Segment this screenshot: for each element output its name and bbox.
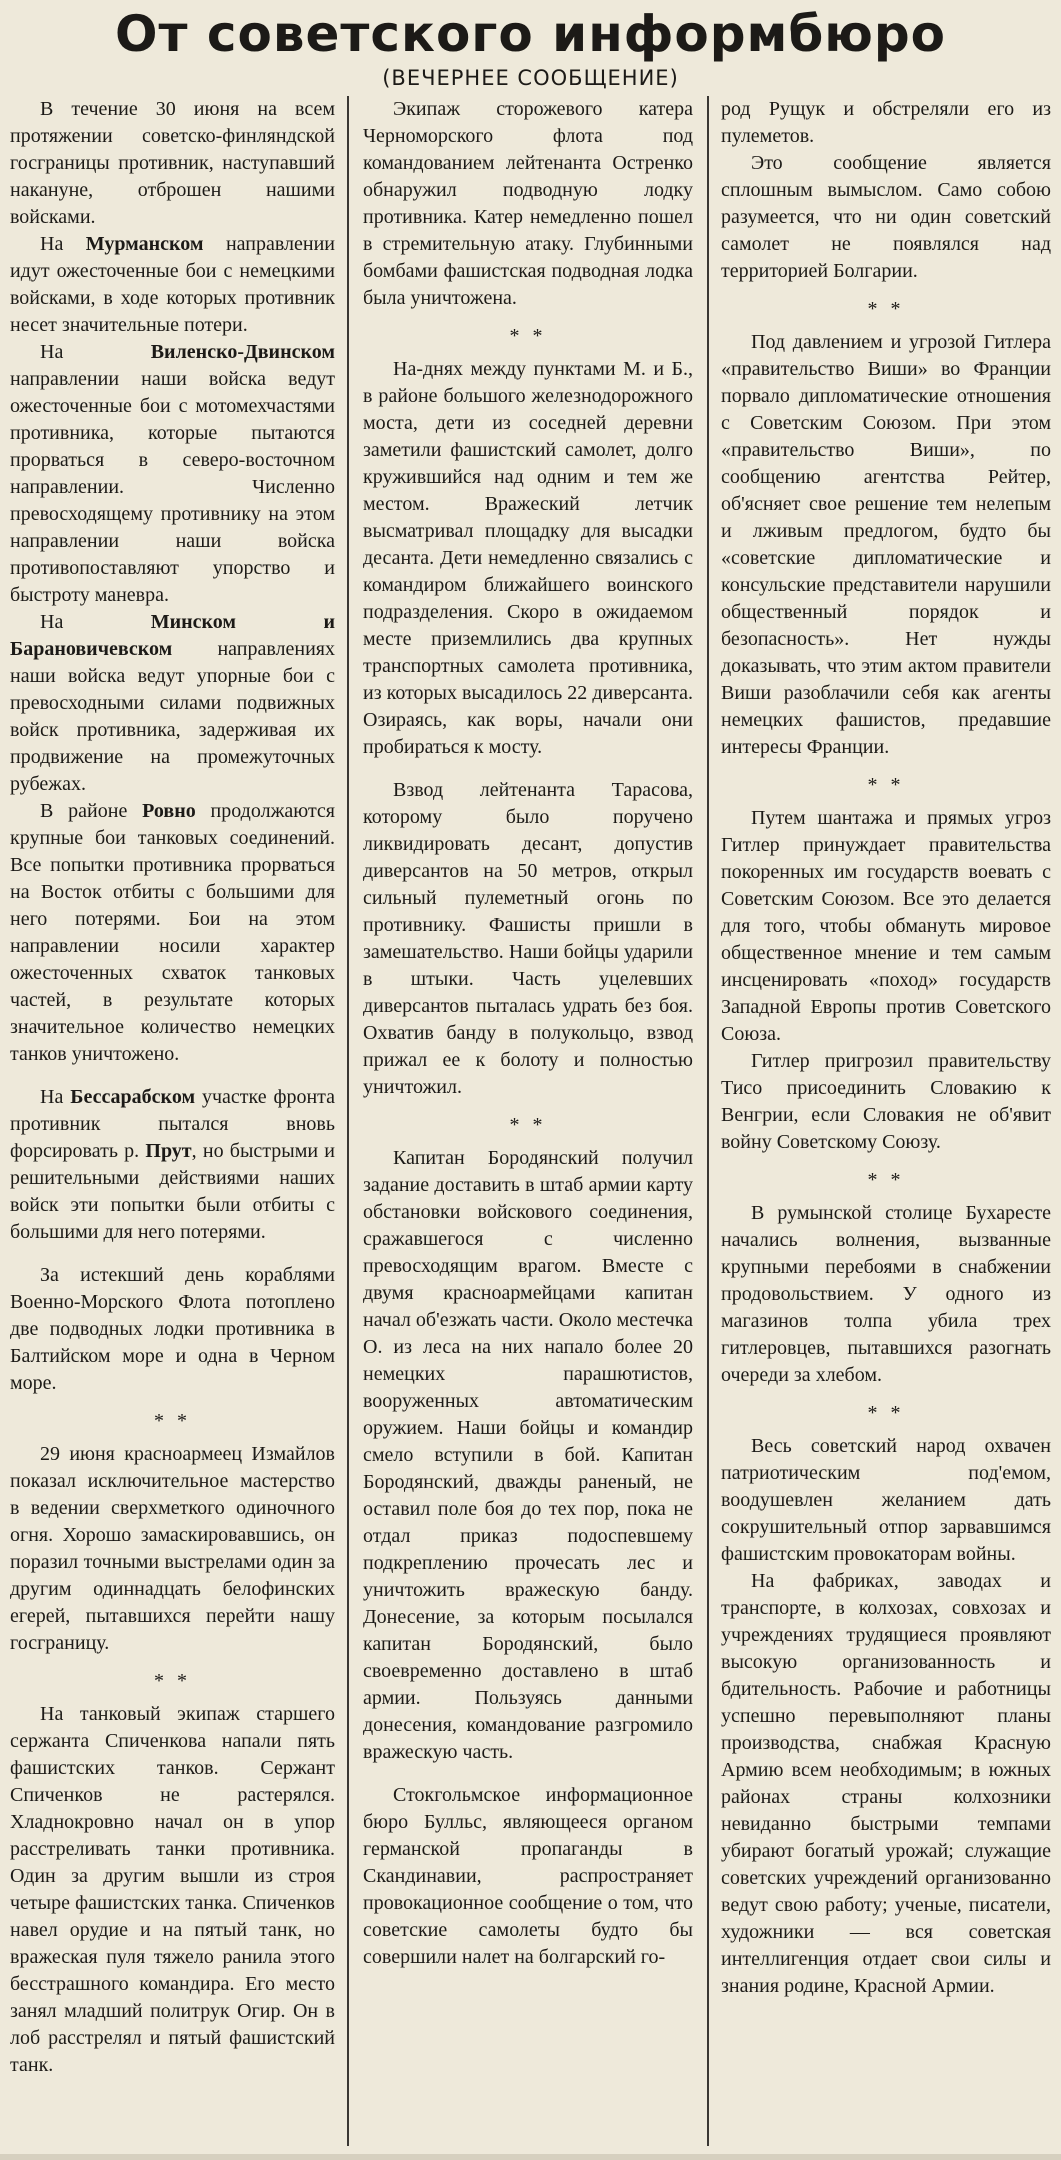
paragraph-minsk: [10, 609, 335, 798]
paragraph-izmailov: 29 июня красноармеец Измайлов показал исключительное мастерство в ведении сверхметкого одиночного огня. Хорошо замаскировавшись, он поразил точными выстрелами один за другим одиннадцать белофинских егерей, пытавшихся перейти нашу госграницу.: [10, 1443, 335, 1654]
column-3: [713, 96, 1051, 2150]
paragraph-vichy: Под давлением и угрозой Гитлера «правительство Виши» во Франции порвало дипломатические отношения с Советским Союзом. При этом «правительство Виши», по сообщению агентства Рейтер, об'ясняет свое решение тем нелепым и лживым предлогом, будто бы «советские дипломатические и консульские представители нарушили общественный порядок и безопасность». Нет нужды доказывать, что этим актом правители Виши разоблачили себя как агенты немецких фашистов, предавшие интересы Франции.: [721, 331, 1051, 758]
page-bottom-edge: [0, 2154, 1061, 2160]
paragraph-home-front: На фабриках, заводах и транспорте, в колхозах, совхозах и учреждениях трудящиеся проявляют высокую организованность и бдительность. Рабочие и работницы успешно перевыполняют планы производства, снабжая Красную Армию всем необходимым; в южных районах страны колхозники невиданно быстрыми темпами убирают богатый урожай; служащие советских учреждений организованно ведут свою работу; ученые, писатели, художники — вся советская интеллигенция отдает свои силы и знания родине, Красной Армии.: [721, 1570, 1051, 1997]
front-name: Ровно: [142, 800, 196, 822]
text-run: На: [40, 1086, 71, 1108]
paragraph-murmansk: [10, 231, 335, 339]
text-run: продолжаются крупные бои танковых соединений. Все попытки противника прорваться на Восток отбиты с большими для него потерями. Бои на этом направлении носили характер ожесточенных схваток танковых частей, в результате которых значительное количество немецких танков уничтожено.: [10, 800, 336, 1065]
text-run: На: [40, 233, 86, 255]
text-run: направлении идут ожесточенные бои с немецкими войсками, в ходе которых противник несет значительные потери.: [10, 233, 335, 336]
text-run: участке фронта противник пытался вновь форсировать р.: [10, 1086, 336, 1162]
paragraph-stockholm: Стокгольмское информационное бюро Булльс, являющееся органом германской пропаганды в Скандинавии, распространяет провокационное сообщение о том, что советские самолеты будто бы совершили налет на болгарский го-: [363, 1784, 693, 1968]
front-name: Минском и Барановичевском: [10, 611, 335, 660]
section-separator: * *: [154, 1410, 191, 1432]
column-1: [10, 96, 343, 2150]
paragraph-navy: За истекший день кораблями Военно-Морского Флота потоплено две подводных лодки противника в Балтийском море и одна в Черном море.: [10, 1264, 335, 1394]
paragraph-blackmail: Путем шантажа и прямых угроз Гитлер принуждает правительства покоренных им государств воевать с Советским Союзом. Все это делается для того, чтобы обмануть мировое общественное мнение и тем самым инсценировать «поход» государств Западной Европы против Советского Союза.: [721, 807, 1051, 1045]
paragraph-ostrenko: Экипаж сторожевого катера Черноморского флота под командованием лейтенанта Остренко обнаружил подводную лодку противника. Катер немедленно пошел в стремительную атаку. Глубинными бомбами фашистская подводная лодка была уничтожена.: [363, 98, 693, 309]
section-separator: * *: [867, 298, 905, 320]
text-run: На: [40, 611, 151, 633]
river-name: Прут: [145, 1140, 192, 1162]
headline: От советского информбюро: [114, 5, 947, 63]
paragraph-patriotism: Весь советский народ охвачен патриотическим под'емом, воодушевлен желанием дать сокрушительный отпор зарвавшимся фашистским провокаторам войны.: [721, 1435, 1051, 1565]
paragraph-denial: Это сообщение является сплошным вымыслом. Само собою разумеется, что ни один советский самолет не появлялся над территорией Болгарии.: [721, 152, 1051, 282]
column-rule-left: [347, 96, 349, 2146]
paragraph-borodyansky: Капитан Бородянский получил задание доставить в штаб армии карту обстановки войскового соединения, сражавшегося с численно превосходящим врагом. Вместе с двумя красноармейцами капитан начал об'езжать части. Около местечка О. из леса на них напало более 20 немецких парашютистов, вооруженных автоматическим оружием. Наши бойцы и командир смело вступили в бой. Капитан Бородянский, дважды раненый, не оставил поле боя до тех пор, пока не отдал приказ подоспевшему подкреплению прочесать лес и уничтожить вражескую банду. Донесение, за которым посылался капитан Бородянский, было своевременно доставлено в штаб армии. Пользуясь данными донесения, командование разгромило вражескую часть.: [363, 1147, 693, 1763]
front-name: Виленско-Двинском: [150, 341, 335, 363]
front-name: Бессарабском: [70, 1086, 196, 1108]
text-run: На: [40, 341, 151, 363]
paragraph-slovakia: Гитлер пригрозил правительству Тисо присоединить Словакию к Венгрии, если Словакия не об'явит войну Советскому Союзу.: [721, 1050, 1051, 1153]
paragraph-tarasov: Взвод лейтенанта Тарасова, которому было поручено ликвидировать десант, допустив диверсантов на 50 метров, открыл сильный пулеметный огонь по противнику. Фашисты пришли в замешательство. Наши бойцы ударили в штыки. Часть уцелевших диверсантов пыталась удрать без боя. Охватив банду в полукольцо, взвод прижал ее к болоту и полностью уничтожил.: [363, 779, 693, 1098]
section-separator: * *: [867, 1402, 905, 1424]
paragraph-vilensko-dvinsk: [10, 339, 335, 609]
section-separator: * *: [509, 1114, 547, 1136]
section-separator: * *: [867, 774, 905, 796]
section-separator: * *: [867, 1169, 905, 1191]
front-name: Мурманском: [85, 233, 204, 255]
subheadline: (ВЕЧЕРНЕЕ СООБЩЕНИЕ): [382, 66, 679, 90]
column-2: [355, 96, 701, 2150]
text-run: направлении наши войска ведут ожесточенные бои с мотомехчастями противника, которые пытаются прорваться в северо-восточном направлении. Численно превосходящему противнику на этом направлении наши войска противопоставляют упорство и быстроту маневра.: [10, 368, 335, 606]
text-run: В районе: [40, 800, 143, 822]
column-rule-right: [707, 96, 709, 2146]
paragraph-ruschuk: род Рущук и обстреляли его из пулеметов.: [721, 98, 1051, 147]
paragraph-bucharest: В румынской столице Бухаресте начались волнения, вызванные крупными перебоями в снабжении продовольствием. У одного из магазинов толпа убила трех гитлеровцев, пытавшихся разогнать очереди за хлебом.: [721, 1202, 1051, 1386]
article-columns: [10, 96, 1051, 2150]
text-run: направлениях наши войска ведут упорные бои с превосходными силами подвижных войск противника, задерживая их продвижение на промежуточных рубежах.: [10, 638, 335, 795]
section-separator: * *: [154, 1670, 191, 1692]
paragraph-children: На-днях между пунктами М. и Б., в районе большого железнодорожного моста, дети из соседней деревни заметили фашистский самолет, долго кружившийся над одним и тем же местом. Вражеский летчик высматривал площадку для высадки десанта. Дети немедленно связались с командиром ближайшего воинского подразделения. Скоро в ожидаемом месте приземлились два крупных транспортных самолета противника, из которых высадилось 22 диверсанта. Озираясь, как воры, начали они пробираться к мосту.: [363, 358, 693, 758]
paragraph-karelia: В течение 30 июня на всем протяжении советско-финляндской госграницы противник, наступавший накануне, отброшен нашими войсками.: [10, 98, 335, 228]
section-separator: * *: [509, 325, 547, 347]
paragraph-spichenkov: На танковый экипаж старшего сержанта Спиченкова напали пять фашистских танков. Сержант Спиченков не растерялся. Хладнокровно начал он в упор расстреливать танки противника. Один за другим вышли из строя четыре фашистских танка. Спиченков навел орудие и на пятый танк, но вражеская пуля тяжело ранила этого бесстрашного командира. Его место занял младший политрук Огир. Он в лоб расстрелял и пятый фашистский танк.: [10, 1703, 335, 2076]
text-run: , но быстрыми и решительными действиями наших войск эти попытки были отбиты с большими для него потерями.: [10, 1140, 335, 1243]
paragraph-rovno: [10, 798, 335, 1068]
paragraph-bessarabia: [10, 1084, 335, 1246]
